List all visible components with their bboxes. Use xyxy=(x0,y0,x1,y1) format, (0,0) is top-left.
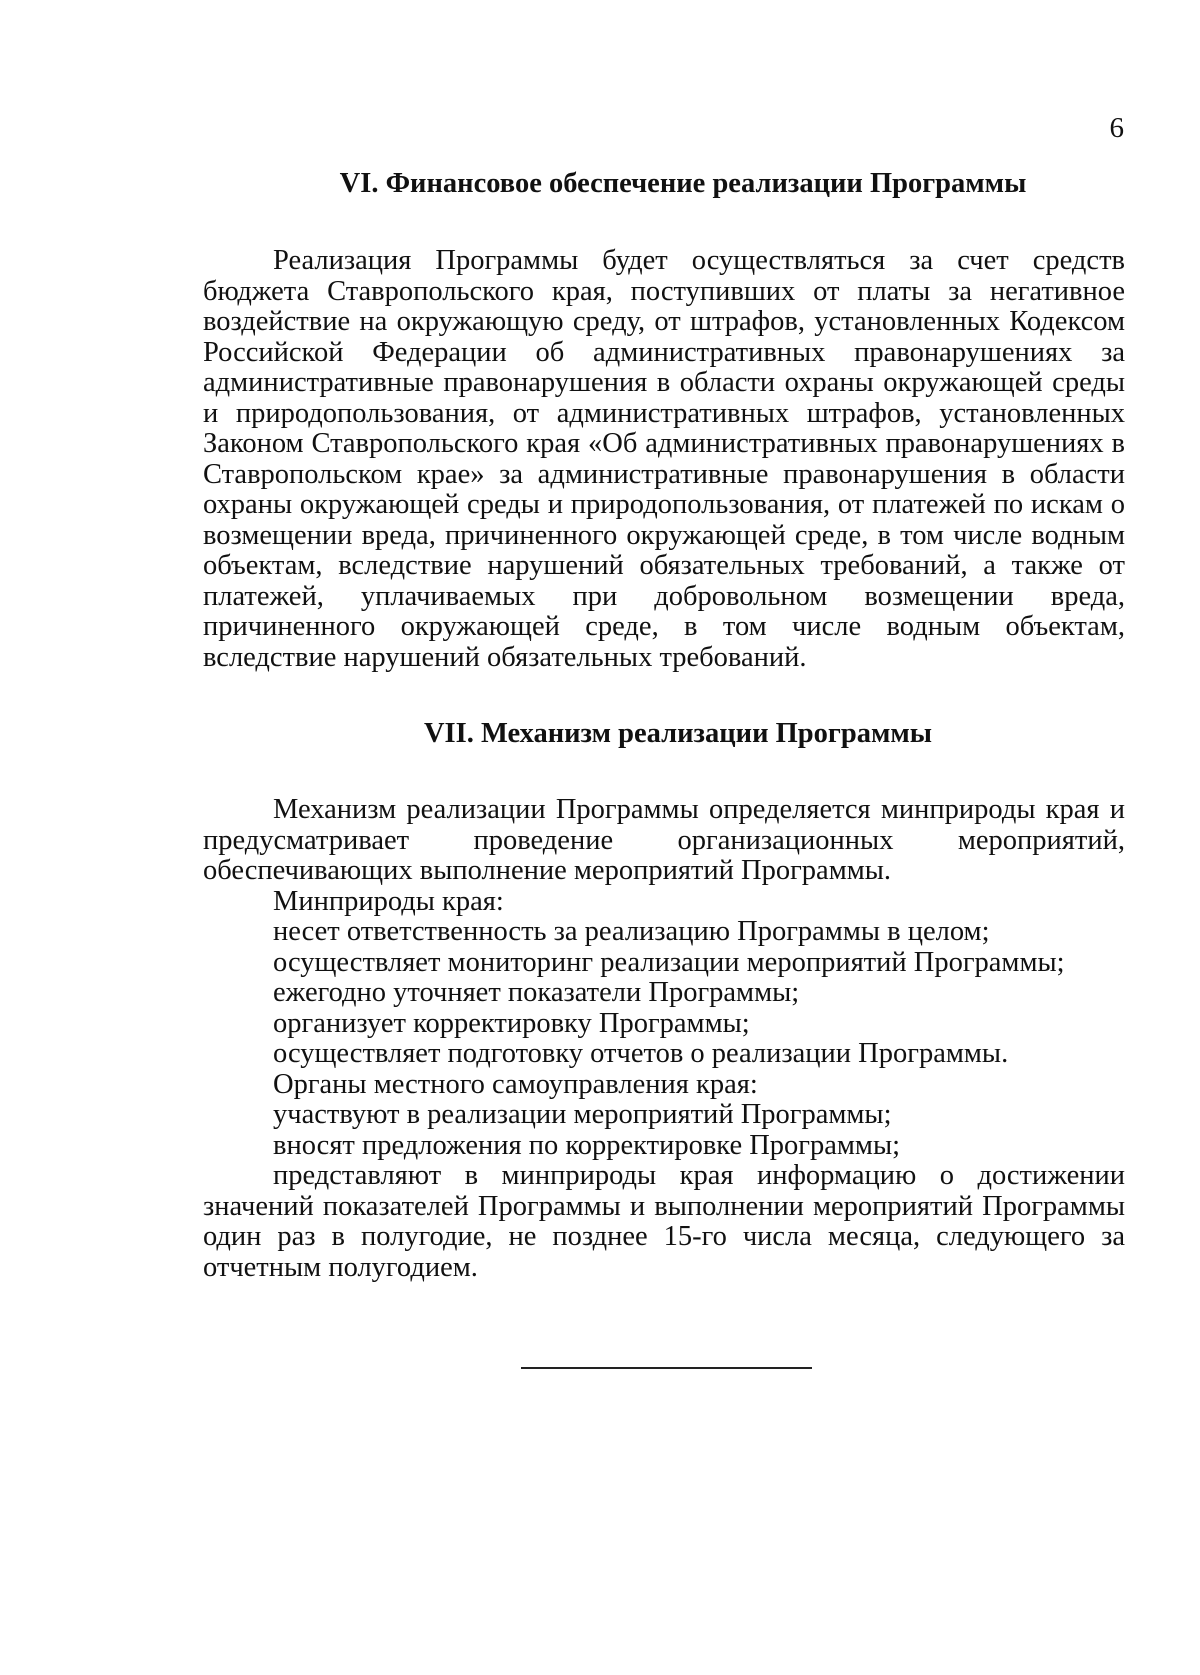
section-7-paragraph: Механизм реализации Программы определяется минприроды края и предусматривает проведение организационных мероприятий, обеспечивающих выполнение мероприятий Программы. xyxy=(203,794,1125,886)
local-authorities-label: Органы местного самоуправления края: xyxy=(273,1068,758,1100)
ministry-duty: несет ответственность за реализацию Программы в целом; xyxy=(273,916,990,947)
end-separator-line xyxy=(521,1367,812,1369)
ministry-duty: осуществляет подготовку отчетов о реализации Программы. xyxy=(273,1038,1009,1069)
ministry-duty: осуществляет мониторинг реализации мероприятий Программы; xyxy=(273,946,1065,978)
ministry-duty: ежегодно уточняет показатели Программы; xyxy=(273,977,800,1008)
section-7-heading: VII. Механизм реализации Программы xyxy=(423,718,933,749)
local-authorities-duty: участвуют в реализации мероприятий Программы; xyxy=(273,1099,892,1130)
document-body xyxy=(203,168,1125,1283)
local-authorities-duty: вносят предложения по корректировке Программы; xyxy=(273,1129,901,1161)
final-paragraph: представляют в минприроды края информацию о достижении значений показателей Программы и выполнении мероприятий Программы один раз в полугодие, не позднее 15-го числа месяца, следующего за отчетным полугодием. xyxy=(203,1160,1125,1283)
section-6-heading: VI. Финансовое обеспечение реализации Программы xyxy=(339,168,1027,199)
ministry-duty: организует корректировку Программы; xyxy=(273,1007,750,1039)
section-6-paragraph: Реализация Программы будет осуществляться за счет средств бюджета Ставропольского края, поступивших от платы за негативное воздействие на окружающую среду, от штрафов, установленных Кодексом Российской Федерации об административных правонарушениях за административные правонарушения в области охраны окружающей среды и природопользования, от административных штрафов, установленных Законом Ставропольского края «Об административных правонарушениях в Ставропольском крае» за административные правонарушения в области охраны окружающей среды и природопользования, от платежей по искам о возмещении вреда, причиненного окружающей среде, в том числе водным объектам, вследствие нарушений обязательных требований, а также от платежей, уплачиваемых при добровольном возмещении вреда, причиненного окружающей среде, в том числе водным объектам, вследствие нарушений обязательных требований. xyxy=(203,245,1125,673)
page-number: 6 xyxy=(1109,112,1124,144)
ministry-label: Минприроды края: xyxy=(273,885,504,917)
